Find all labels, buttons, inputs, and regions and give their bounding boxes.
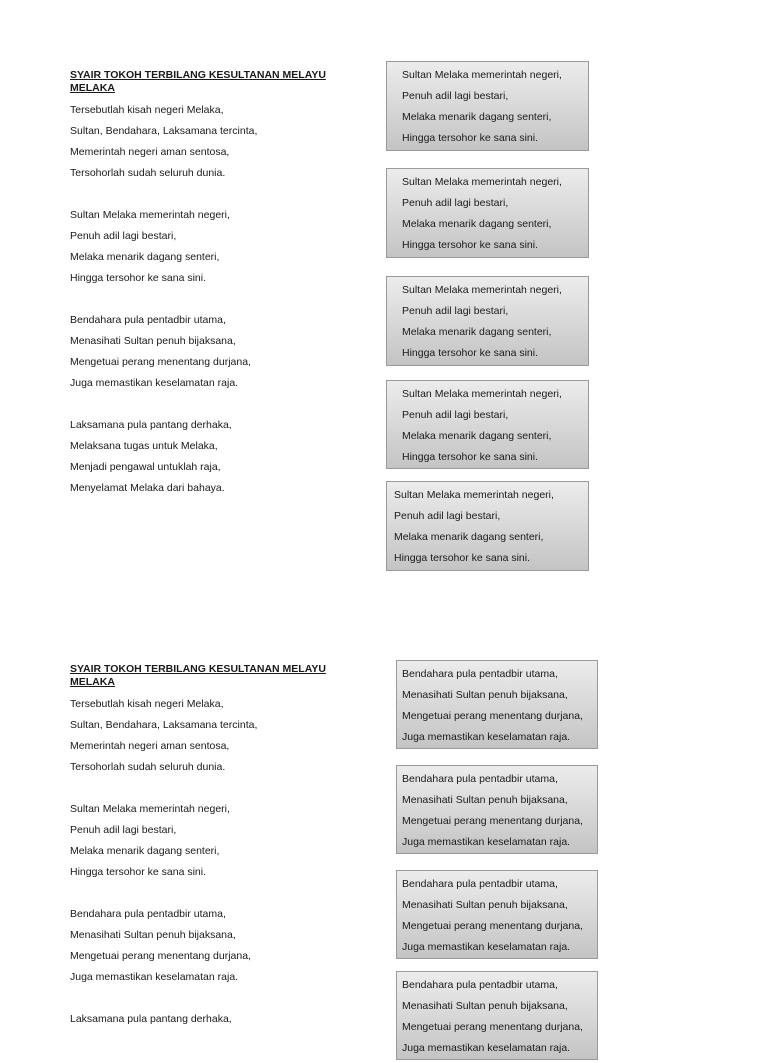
poem-line: Bendahara pula pentadbir utama, xyxy=(70,314,226,326)
poem-line: Tersebutlah kisah negeri Melaka, xyxy=(70,698,224,710)
poem-line: Mengetuai perang menentang durjana, xyxy=(70,356,251,368)
poem-line: Melaksana tugas untuk Melaka, xyxy=(70,440,218,452)
poem-line: Bendahara pula pentadbir utama, xyxy=(70,908,226,920)
poem-line: Sultan Melaka memerintah negeri, xyxy=(70,209,230,221)
card-line: Bendahara pula pentadbir utama, xyxy=(402,878,558,890)
card-line: Menasihati Sultan penuh bijaksana, xyxy=(402,899,568,911)
card-line: Penuh adil lagi bestari, xyxy=(394,510,501,522)
card-line: Bendahara pula pentadbir utama, xyxy=(402,668,558,680)
stanza-bendahara xyxy=(70,313,360,397)
poem-line: Menasihati Sultan penuh bijaksana, xyxy=(70,929,236,941)
stanza-sultan xyxy=(70,208,360,292)
card-line: Penuh adil lagi bestari, xyxy=(402,305,509,317)
stanza-card-sultan[interactable] xyxy=(386,61,589,151)
poem-text xyxy=(70,69,360,523)
card-line: Melaka menarik dagang senteri, xyxy=(402,111,552,123)
stanza-intro xyxy=(70,697,360,781)
card-line: Mengetuai perang menentang durjana, xyxy=(402,1021,583,1033)
poem-line: Tersohorlah sudah seluruh dunia. xyxy=(70,167,226,179)
card-line: Bendahara pula pentadbir utama, xyxy=(402,773,558,785)
stanza-sultan xyxy=(70,802,360,886)
poem-line: Menasihati Sultan penuh bijaksana, xyxy=(70,335,236,347)
card-line: Melaka menarik dagang senteri, xyxy=(394,531,544,543)
card-line: Melaka menarik dagang senteri, xyxy=(402,326,552,338)
card-line: Juga memastikan keselamatan raja. xyxy=(402,836,571,848)
stanza-bendahara xyxy=(70,907,360,991)
worksheet-section-2 xyxy=(0,620,768,1054)
card-line: Bendahara pula pentadbir utama, xyxy=(402,979,558,991)
card-line: Juga memastikan keselamatan raja. xyxy=(402,1042,571,1054)
card-line: Sultan Melaka memerintah negeri, xyxy=(402,176,562,188)
card-line: Hingga tersohor ke sana sini. xyxy=(394,552,530,564)
card-line: Juga memastikan keselamatan raja. xyxy=(402,941,571,953)
poem-line: Hingga tersohor ke sana sini. xyxy=(70,272,206,284)
poem-line: Sultan, Bendahara, Laksamana tercinta, xyxy=(70,125,258,137)
poem-title: SYAIR TOKOH TERBILANG KESULTANAN MELAYU MELAKA xyxy=(70,69,326,94)
poem-line: Laksamana pula pantang derhaka, xyxy=(70,1013,232,1025)
card-line: Penuh adil lagi bestari, xyxy=(402,409,509,421)
card-line: Sultan Melaka memerintah negeri, xyxy=(402,284,562,296)
card-line: Menasihati Sultan penuh bijaksana, xyxy=(402,1000,568,1012)
poem-text xyxy=(70,663,360,1054)
stanza-intro xyxy=(70,103,360,187)
card-line: Hingga tersohor ke sana sini. xyxy=(402,239,538,251)
card-line: Sultan Melaka memerintah negeri, xyxy=(402,388,562,400)
poem-line: Juga memastikan keselamatan raja. xyxy=(70,971,239,983)
poem-line: Melaka menarik dagang senteri, xyxy=(70,845,220,857)
stanza-card-bendahara[interactable] xyxy=(396,660,598,749)
card-line: Penuh adil lagi bestari, xyxy=(402,90,509,102)
stanza-laksamana xyxy=(70,1012,360,1033)
poem-line: Mengetuai perang menentang durjana, xyxy=(70,950,251,962)
card-line: Mengetuai perang menentang durjana, xyxy=(402,710,583,722)
poem-line: Tersebutlah kisah negeri Melaka, xyxy=(70,104,224,116)
stanza-card-bendahara[interactable] xyxy=(396,971,598,1060)
card-line: Penuh adil lagi bestari, xyxy=(402,197,509,209)
poem-line: Juga memastikan keselamatan raja. xyxy=(70,377,239,389)
card-line: Menasihati Sultan penuh bijaksana, xyxy=(402,794,568,806)
stanza-laksamana xyxy=(70,418,360,502)
poem-title: SYAIR TOKOH TERBILANG KESULTANAN MELAYU MELAKA xyxy=(70,663,326,688)
stanza-card-bendahara[interactable] xyxy=(396,765,598,854)
card-line: Hingga tersohor ke sana sini. xyxy=(402,451,538,463)
poem-line: Menyelamat Melaka dari bahaya. xyxy=(70,482,225,494)
card-line: Mengetuai perang menentang durjana, xyxy=(402,815,583,827)
card-line: Mengetuai perang menentang durjana, xyxy=(402,920,583,932)
card-line: Menasihati Sultan penuh bijaksana, xyxy=(402,689,568,701)
poem-line: Memerintah negeri aman sentosa, xyxy=(70,740,230,752)
poem-line: Penuh adil lagi bestari, xyxy=(70,230,177,242)
poem-line: Penuh adil lagi bestari, xyxy=(70,824,177,836)
card-line: Hingga tersohor ke sana sini. xyxy=(402,132,538,144)
poem-line: Laksamana pula pantang derhaka, xyxy=(70,419,232,431)
poem-line: Memerintah negeri aman sentosa, xyxy=(70,146,230,158)
poem-line: Tersohorlah sudah seluruh dunia. xyxy=(70,761,226,773)
card-line: Sultan Melaka memerintah negeri, xyxy=(402,69,562,81)
stanza-card-sultan[interactable] xyxy=(386,481,589,571)
stanza-card-bendahara[interactable] xyxy=(396,870,598,959)
stanza-card-sultan[interactable] xyxy=(386,380,589,469)
stanza-card-sultan[interactable] xyxy=(386,276,589,366)
poem-line: Melaka menarik dagang senteri, xyxy=(70,251,220,263)
poem-line: Menjadi pengawal untuklah raja, xyxy=(70,461,221,473)
poem-line: Hingga tersohor ke sana sini. xyxy=(70,866,206,878)
card-line: Juga memastikan keselamatan raja. xyxy=(402,731,571,743)
card-line: Hingga tersohor ke sana sini. xyxy=(402,347,538,359)
poem-line: Sultan Melaka memerintah negeri, xyxy=(70,803,230,815)
stanza-card-sultan[interactable] xyxy=(386,168,589,258)
card-line: Sultan Melaka memerintah negeri, xyxy=(394,489,554,501)
card-line: Melaka menarik dagang senteri, xyxy=(402,218,552,230)
card-line: Melaka menarik dagang senteri, xyxy=(402,430,552,442)
poem-line: Sultan, Bendahara, Laksamana tercinta, xyxy=(70,719,258,731)
